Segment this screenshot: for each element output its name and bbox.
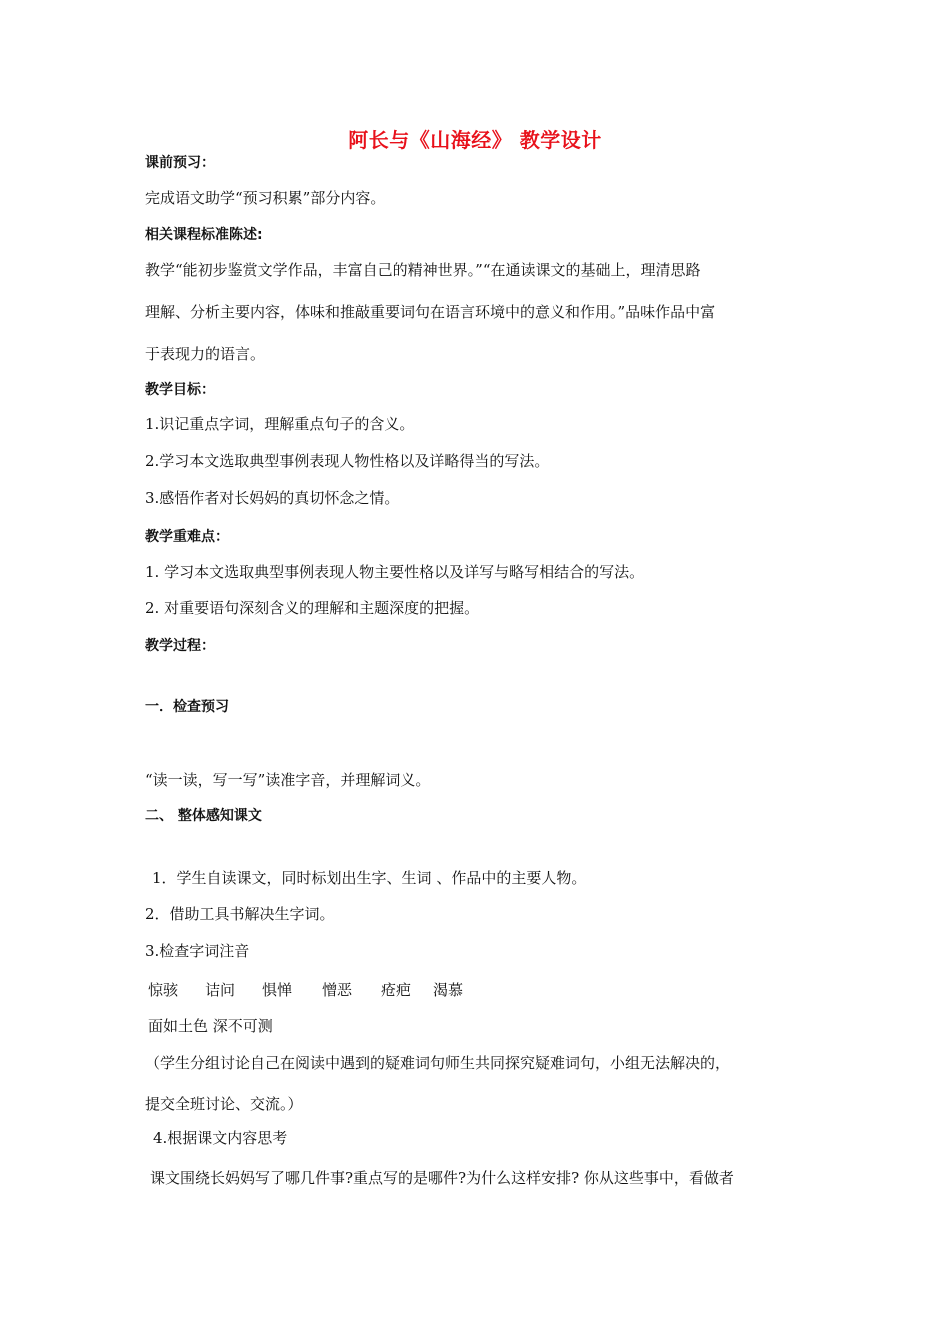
goal-item: 3.感悟作者对长妈妈的真切怀念之情。 xyxy=(145,489,400,507)
vocab-line: 面如土色 深不可测 xyxy=(148,1017,273,1035)
step2-item: 2．借助工具书解决生字词。 xyxy=(145,905,335,923)
vocab-word: 诘问 xyxy=(205,981,236,999)
document-title: 阿长与《山海经》 教学设计 xyxy=(348,128,602,152)
step2-heading: 二、 整体感知课文 xyxy=(145,808,262,824)
process-heading: 教学过程： xyxy=(145,638,215,654)
difficulty-item: 2. 对重要语句深刻含义的理解和主题深度的把握。 xyxy=(145,599,480,617)
discussion-line: （学生分组讨论自己在阅读中遇到的疑难词句师生共同探究疑难词句，小组无法解决的， xyxy=(145,1054,731,1072)
standards-heading: 相关课程标准陈述: xyxy=(145,227,263,243)
standards-line: 教学“能初步鉴赏文学作品，丰富自己的精神世界。”“在通读课文的基础上，理清思路 xyxy=(145,261,701,279)
discussion-line: 提交全班讨论、交流。） xyxy=(145,1095,303,1113)
vocab-word: 惊骇 xyxy=(148,981,179,999)
preview-text: 完成语文助学“预习积累”部分内容。 xyxy=(145,189,386,207)
step1-text: “读一读，写一写”读准字音，并理解词义。 xyxy=(145,771,431,789)
step4-text: 课文围绕长妈妈写了哪几件事?重点写的是哪件?为什么这样安排? 你从这些事中，看做者 xyxy=(150,1169,734,1187)
difficulty-item: 1. 学习本文选取典型事例表现人物主要性格以及详写与略写相结合的写法。 xyxy=(145,563,645,581)
goal-item: 1.识记重点字词，理解重点句子的含义。 xyxy=(145,415,415,433)
vocab-word: 疮疤 xyxy=(381,981,412,999)
difficulties-heading: 教学重难点： xyxy=(145,529,229,545)
goal-item: 2.学习本文选取典型事例表现人物性格以及详略得当的写法。 xyxy=(145,452,550,470)
goals-heading: 教学目标： xyxy=(145,382,215,398)
step2-item: 3.检查字词注音 xyxy=(145,942,250,960)
preview-heading: 课前预习： xyxy=(145,155,215,171)
step1-heading: 一．检查预习 xyxy=(145,699,229,715)
vocab-row xyxy=(148,980,463,1000)
standards-line: 于表现力的语言。 xyxy=(145,345,266,363)
step2-item: 1．学生自读课文，同时标划出生字、生词 、作品中的主要人物。 xyxy=(152,869,587,887)
vocab-word: 憎恶 xyxy=(322,981,353,999)
vocab-word: 惧惮 xyxy=(262,981,293,999)
step4-heading: 4.根据课文内容思考 xyxy=(153,1129,288,1147)
standards-line: 理解、分析主要内容，体味和推敲重要词句在语言环境中的意义和作用。”品味作品中富 xyxy=(145,303,716,321)
vocab-word: 渴慕 xyxy=(433,981,464,999)
